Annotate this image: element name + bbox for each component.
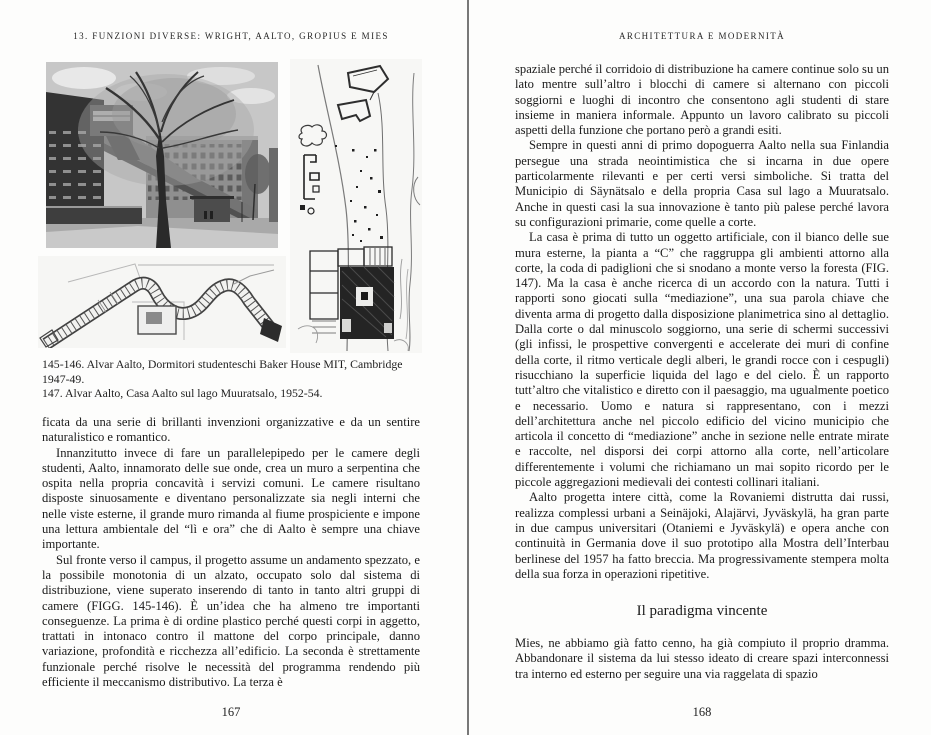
left-body-text xyxy=(42,415,420,693)
figure-photo-baker-house xyxy=(46,62,278,248)
baker-house-plan-graphic xyxy=(38,256,286,348)
right-body-text xyxy=(515,62,889,604)
paragraph: ficata da una serie di brillanti invenzioni organizzative e da un sentire naturalistico e romantico. xyxy=(42,415,420,445)
right-page-number: 168 xyxy=(692,705,712,719)
paragraph: spaziale perché il corridoio di distribuzione ha camere continue solo su un lato mentre sull’altro i blocchi di camere si alternano con piccoli soggiorni e luoghi di incontro che consentono agli studenti di stare insieme in maniera informale. Appunto un lavoro calibrato su piccoli aspetti della funzione che portano però a grandi esiti. xyxy=(515,62,889,138)
baker-house-photo-graphic xyxy=(46,62,278,248)
figure-captions xyxy=(42,357,422,401)
left-page-number: 167 xyxy=(221,705,241,719)
paragraph: Innanzitutto invece di fare un parallelepipedo per le camere degli studenti, Aalto, innamorato delle sue onde, crea un muro a serpentina che ospita nella propria concavità i servizi comuni. Le camere risultano disposte sinuosamente e diventano personalizzate sia negli interni che nelle viste esterne, il grande muro rimanda al fiume prospiciente e impone una lettura ambientale del “lì e ora” che di Aalto è sempre una chiave importante. xyxy=(42,445,420,552)
left-running-head: 13. FUNZIONI DIVERSE: WRIGHT, AALTO, GROPIUS E MIES xyxy=(73,31,389,41)
caption-figures-145-146: 145-146. Alvar Aalto, Dormitori studenteschi Baker House MIT, Cambridge 1947-49. xyxy=(42,357,403,386)
paragraph: Sul fronte verso il campus, il progetto assume un andamento spezzato, e la possibile monotonia di un alzato, occupato solo dal sistema di distribuzione, viene superato inserendo di tanto in tanto altri gruppi di camere (FIGG. 145-146). È un’idea che ha almeno tre importanti conseguenze. La prima è di ordine plastico perché questi corpi in aggetto, trattati in intonaco contro il mattone del corpo principale, danno variazione, profondità e ricchezza all’edificio. La seconda è strettamente funzionale perché risolve le necessità del programma rendendo più efficiente il meccanismo distributivo. La terza è xyxy=(42,552,420,690)
paragraph: Aalto progetta intere città, come la Rovaniemi distrutta dai russi, realizza complessi urbani a Seinäjoki, Alajärvi, Jyväskylä, ha gran parte in due campus universitari (Otaniemi e Jyväskylä) e opera anche con continuità in Germania dove il suo prototipo alla Mostra dell’Interbau berlinese del 1957 ha fatto breccia. Ma progressivamente stempera molta della sua forza in operazioni ripetitive. xyxy=(515,490,889,581)
page-right xyxy=(469,0,931,735)
right-running-head: ARCHITETTURA E MODERNITÀ xyxy=(618,31,786,41)
caption-figure-147: 147. Alvar Aalto, Casa Aalto sul lago Muuratsalo, 1952-54. xyxy=(42,386,323,401)
section-heading: Il paradigma vincente xyxy=(636,603,768,619)
muuratsalo-site-plan-graphic xyxy=(290,59,422,353)
paragraph: La casa è prima di tutto un oggetto artificiale, con il bianco delle sue mura esterne, la pianta a “C” che raggruppa gli ambienti attorno alla corte, la coda di padiglioni che si snodano a monte verso la foresta (FIG. 147). Ma la casa è anche ricerca di un accordo con la natura. Tutti i rapporti sono giocati sulla “mediazione”, una sua parola chiave che diventa arma di progetto dalla disposizione planimetrica sino al dettaglio. Dalla corte o dal minuscolo soggiorno, una serie di schermi successivi (gli infissi, le prospettive convergenti e accelerate dei muri di confine della corte, il ritmo verticale degli alberi, le grandi rocce con i cespugli) risucchiano la superficie liquida del lago e del cielo. È un rapporto tutt’altro che vitalistico e diretto con il paesaggio, ma ugualmente poetico e necessario. Uomo e natura si rappresentano, con i mezzi dell’architettura anche nel piccolo edificio del vicino municipio che articola il concetto di “mediazione” anche in sezione nelle entrate mirate e raccolte, nel disporsi dei corpi attorno alla corte, nell’articolare differentemente i volumi che richiamano un mai sopito ricordo per le piccole aggregazioni medievali dei contesti collinari italiani. xyxy=(515,230,889,490)
paragraph: Sempre in questi anni di primo dopoguerra Aalto nella sua Finlandia persegue una strada neointimistica che si incarna in due opere particolarmente rilevanti e per certi versi simboliche. Si tratta del Municipio di Säynätsalo e della propria Casa sul lago a Muuratsalo. Anche in questi casi la sua innovazione è tanto più palese perché lavora su configurazioni primarie, come quelle a corte. xyxy=(515,138,889,229)
figure-site-plan-muuratsalo xyxy=(290,59,422,353)
right-body-text-after-heading xyxy=(515,636,889,684)
paragraph: Mies, ne abbiamo già fatto cenno, ha già compiuto il proprio dramma. Abbandonare il sistema da lui stesso ideato di creare spazi interconnessi tra interno ed esterno per seguire una via raggelata di spazio xyxy=(515,636,889,681)
figure-floor-plan-baker-house xyxy=(38,256,286,348)
